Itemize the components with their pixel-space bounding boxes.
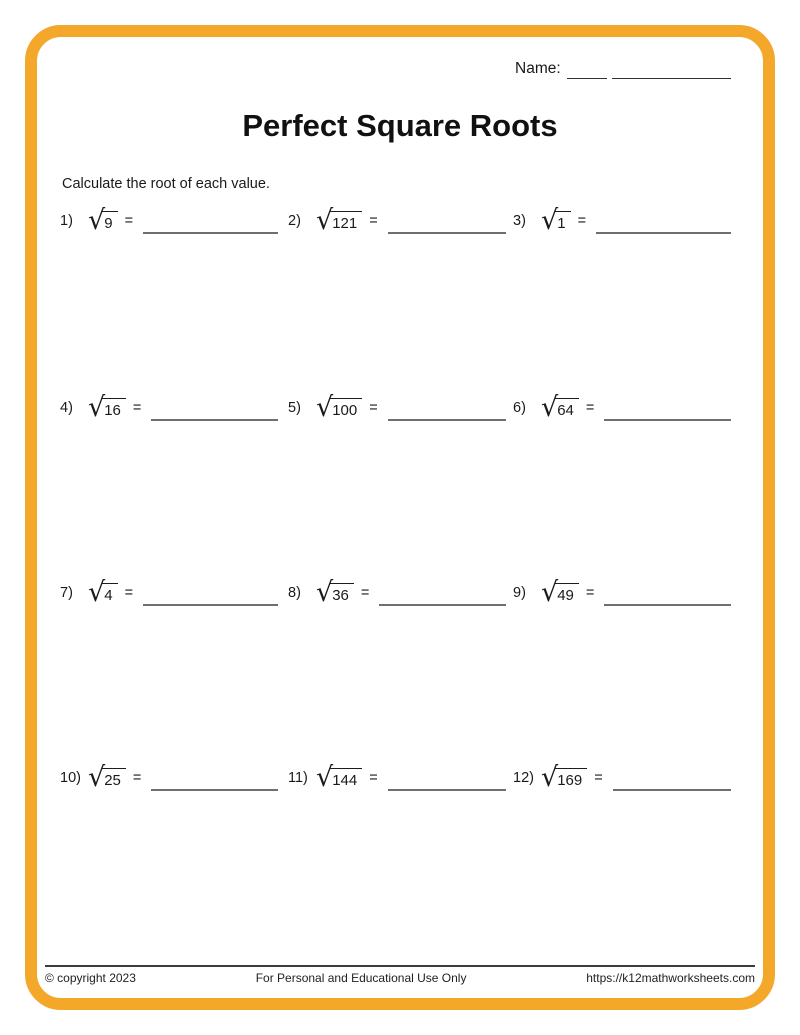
equals-sign: = [124,213,134,229]
problem-8 [288,570,506,606]
name-blank-line [567,61,607,79]
equals-sign: = [577,213,587,229]
problem-number: 1) [60,213,73,229]
page-title: Perfect Square Roots [242,108,558,143]
problem-number: 8) [288,585,301,601]
radical-expression [316,207,362,234]
problem-number: 9) [513,585,526,601]
footer-copyright: © copyright 2023 [45,971,136,985]
problem-12 [513,755,731,791]
problem-number: 6) [513,400,526,416]
footer [45,971,755,985]
problem-10 [60,755,278,791]
equals-sign: = [585,585,595,601]
answer-blank [604,604,731,606]
sqrt-icon: √ [316,392,334,423]
footer-usage: For Personal and Educational Use Only [255,971,467,985]
problem-3 [513,198,731,234]
problem-9 [513,570,731,606]
answer-blank [379,604,506,606]
problem-number: 2) [288,213,301,229]
problem-4 [60,385,278,421]
radical-expression [88,207,118,234]
answer-blank [388,419,506,421]
equals-sign: = [360,585,370,601]
equals-sign: = [585,400,595,416]
problem-number: 10) [60,770,81,786]
sqrt-icon: √ [541,205,559,236]
radicand: 144 [330,768,362,790]
radical-expression [88,394,126,421]
radicand: 169 [555,768,587,790]
radical-expression [316,394,362,421]
problem-6 [513,385,731,421]
radicand: 9 [102,211,117,233]
sqrt-icon: √ [88,205,106,236]
radical-expression [541,579,579,606]
problem-number: 5) [288,400,301,416]
radical-expression [88,579,118,606]
problem-number: 11) [288,770,308,786]
sqrt-icon: √ [541,762,559,793]
problem-number: 4) [60,400,73,416]
answer-blank [151,419,278,421]
problem-1 [60,198,278,234]
radical-expression [541,764,587,791]
radical-expression [316,764,362,791]
radical-expression [88,764,126,791]
sqrt-icon: √ [541,577,559,608]
sqrt-icon: √ [316,205,334,236]
answer-blank [388,789,506,791]
radicand: 49 [555,583,579,605]
sqrt-icon: √ [88,577,106,608]
radicand: 25 [102,768,126,790]
answer-blank [143,604,278,606]
radical-expression [541,207,571,234]
answer-blank [151,789,278,791]
sqrt-icon: √ [316,577,334,608]
problem-11 [288,755,506,791]
sqrt-icon: √ [316,762,334,793]
problem-number: 3) [513,213,526,229]
sqrt-icon: √ [88,762,106,793]
footer-divider [45,965,755,967]
problem-number: 12) [513,770,534,786]
answer-blank [604,419,731,421]
problem-7 [60,570,278,606]
answer-blank [388,232,506,234]
answer-blank [596,232,731,234]
equals-sign: = [369,213,378,229]
equals-sign: = [369,400,378,416]
decorative-border [25,25,775,1010]
name-label: Name: [515,60,561,77]
radicand: 36 [330,583,354,605]
sqrt-icon: √ [88,392,106,423]
answer-blank [143,232,278,234]
radical-expression [541,394,579,421]
radicand: 64 [555,398,579,420]
sqrt-icon: √ [541,392,559,423]
radical-expression [316,579,354,606]
problem-5 [288,385,506,421]
instructions-text: Calculate the root of each value. [62,176,270,192]
radicand: 1 [555,211,570,233]
radicand: 16 [102,398,126,420]
problem-number: 7) [60,585,73,601]
equals-sign: = [369,770,378,786]
footer-url: https://k12mathworksheets.com [586,971,755,985]
name-field [515,60,731,79]
equals-sign: = [594,770,603,786]
radicand: 121 [330,211,362,233]
answer-blank [613,789,731,791]
equals-sign: = [132,400,142,416]
radicand: 4 [102,583,117,605]
name-blank-line [612,61,731,79]
equals-sign: = [124,585,134,601]
equals-sign: = [132,770,142,786]
radicand: 100 [330,398,362,420]
problem-2 [288,198,506,234]
